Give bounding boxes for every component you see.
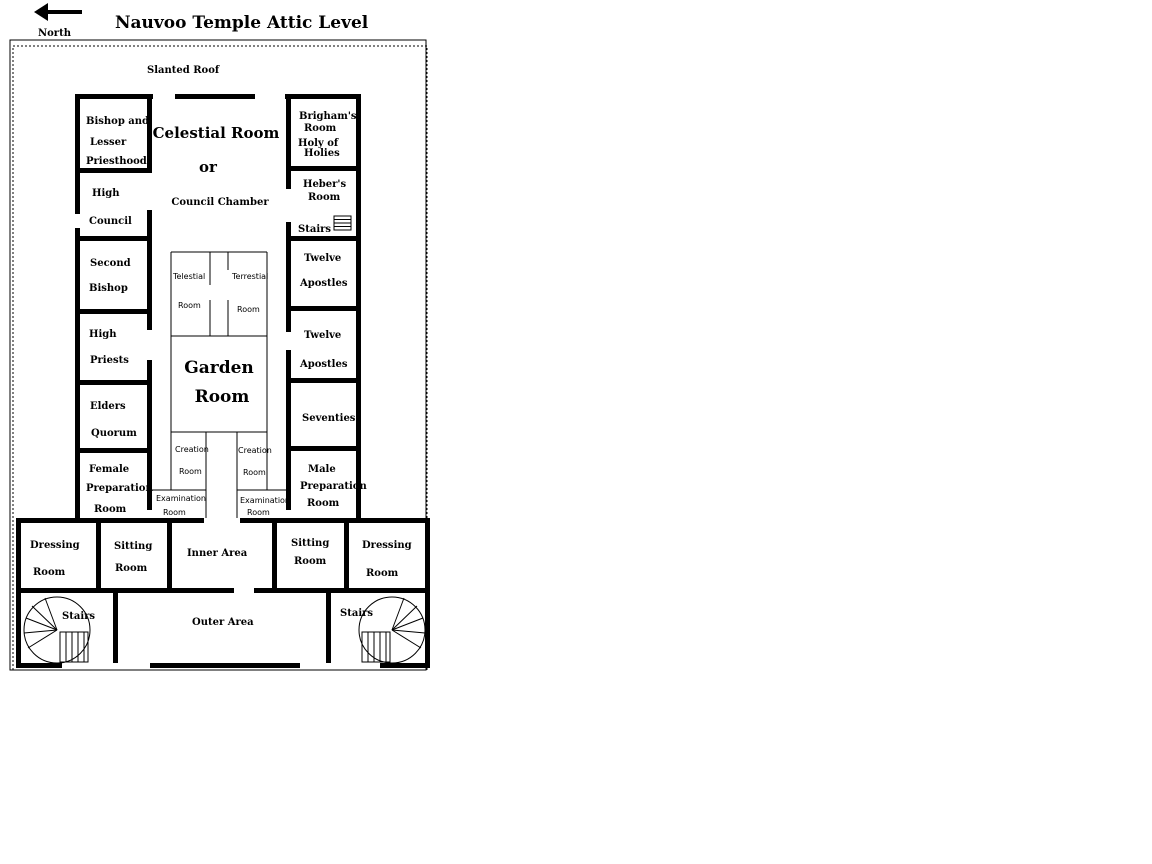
spiral-stairs-right [359, 597, 425, 663]
sitting-left-line2: Room [115, 563, 148, 574]
twelve-apostles-1-line1: Twelve [304, 253, 342, 264]
right-column-walls [286, 99, 356, 510]
inner-area-label: Inner Area [187, 548, 248, 559]
high-council-line2: Council [89, 216, 132, 227]
compass [34, 3, 82, 39]
hebers-line1: Heber's [303, 179, 347, 190]
celestial-room-line1: Celestial Room [152, 124, 280, 142]
terrestial-line2: Room [237, 305, 260, 314]
seventies-label: Seventies [302, 413, 356, 424]
male-prep-line2: Preparation [300, 481, 367, 492]
creation-right-line2: Room [243, 468, 266, 477]
stairs-icon [334, 216, 351, 230]
telestial-line2: Room [178, 301, 201, 310]
slanted-roof-label: Slanted Roof [147, 65, 220, 76]
creation-right-line1: Creation [238, 446, 272, 455]
exam-right-line1: Examination [240, 496, 291, 505]
second-bishop-line2: Bishop [89, 283, 128, 294]
compass-label: North [38, 28, 71, 39]
holy-of-holies-line1: Holy of [298, 138, 339, 149]
bishop-line2: Lesser [90, 137, 127, 148]
lower-labels [30, 538, 412, 628]
creation-left-line2: Room [179, 467, 202, 476]
high-council-line1: High [92, 188, 120, 199]
outer-area-label: Outer Area [192, 617, 254, 628]
brighams-line2: Room [304, 123, 337, 134]
celestial-room-line2: or [199, 158, 217, 176]
female-prep-line3: Room [94, 504, 127, 515]
exam-left-line1: Examination [156, 494, 207, 503]
stairs-upper-label: Stairs [298, 224, 332, 235]
spiral-stairs-left [24, 597, 90, 663]
elders-quorum-line1: Elders [90, 401, 126, 412]
male-prep-line1: Male [308, 464, 336, 475]
female-prep-line1: Female [89, 464, 130, 475]
sitting-left-line1: Sitting [114, 541, 153, 552]
creation-left-line1: Creation [175, 445, 209, 454]
central-rooms [152, 252, 286, 518]
high-priests-line2: Priests [90, 355, 129, 366]
dressing-right-line1: Dressing [362, 540, 412, 551]
celestial-room-line3: Council Chamber [171, 197, 269, 208]
bishop-line1: Bishop and [86, 116, 150, 127]
twelve-apostles-2-line1: Twelve [304, 330, 342, 341]
second-bishop-line1: Second [90, 258, 131, 269]
stairs-right-label: Stairs [340, 608, 374, 619]
garden-room-line2: Room [194, 387, 250, 407]
exam-left-line2: Room [163, 508, 186, 517]
twelve-apostles-2-line2: Apostles [300, 359, 348, 370]
terrestial-line1: Terrestial [232, 272, 269, 281]
exam-right-line2: Room [247, 508, 270, 517]
garden-room-line1: Garden [184, 358, 254, 378]
twelve-apostles-1-line2: Apostles [300, 278, 348, 289]
dressing-right-line2: Room [366, 568, 399, 579]
bishop-line3: Priesthood [86, 156, 147, 167]
high-priests-line1: High [89, 329, 117, 340]
sitting-right-line2: Room [294, 556, 327, 567]
female-prep-line2: Preparation [86, 483, 153, 494]
dressing-left-line1: Dressing [30, 540, 80, 551]
dressing-left-line2: Room [33, 567, 66, 578]
holy-of-holies-line2: Holies [304, 148, 340, 159]
central-labels [156, 272, 290, 517]
telestial-line1: Telestial [173, 272, 206, 281]
plan-title: Nauvoo Temple Attic Level [115, 13, 369, 33]
brighams-line1: Brigham's [299, 111, 357, 122]
elders-quorum-line2: Quorum [91, 428, 137, 439]
stairs-left-label: Stairs [62, 611, 96, 622]
left-column-labels [86, 116, 153, 515]
sitting-right-line1: Sitting [291, 538, 330, 549]
male-prep-line3: Room [307, 498, 340, 509]
hebers-line2: Room [308, 192, 341, 203]
celestial-room [153, 124, 280, 208]
arrow-left-icon [34, 3, 82, 21]
